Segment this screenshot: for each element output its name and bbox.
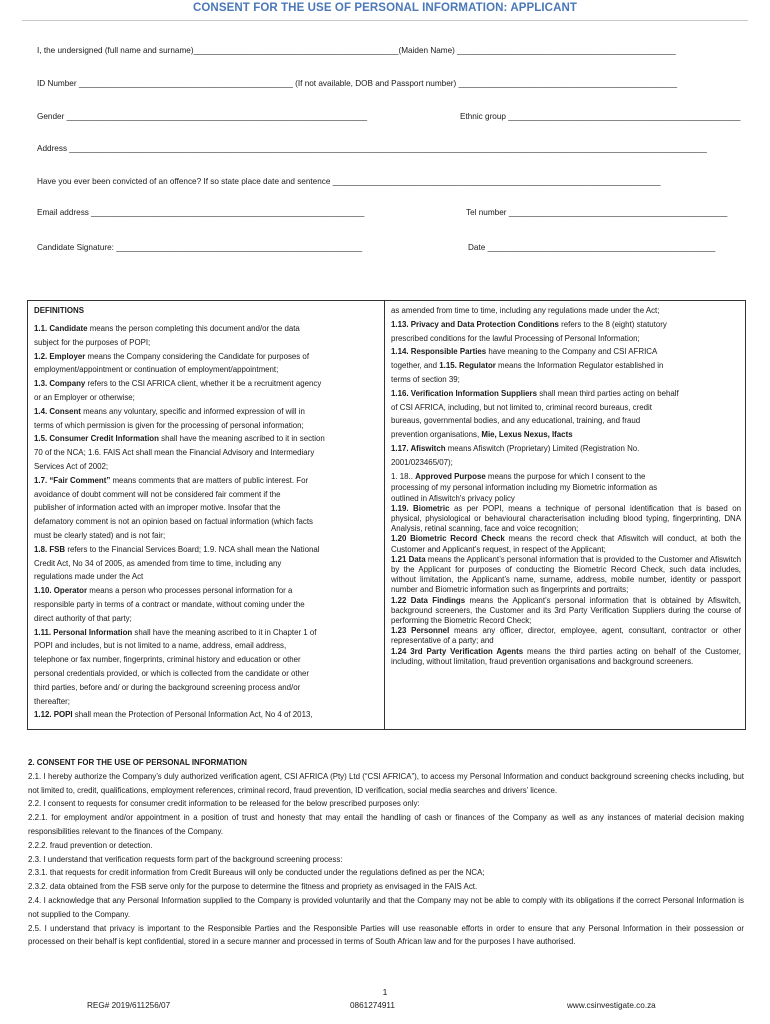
definition-line: prescribed conditions for the lawful Processing of Personal Information; [391, 333, 640, 343]
definition-line: 1.7. “Fair Comment” means comments that are matters of public interest. For [34, 475, 309, 485]
tel-number-field[interactable]: Tel number ________________________________________________ [466, 208, 728, 217]
email-field[interactable]: Email address ____________________________________________________________ [37, 208, 365, 217]
definition-line: 1.19. Biometric as per POPI, means a technique of personal identification that is based on physical, physiological or behavioural characterisation including blood typing, fingerprinting, DNA Analysis, retinal scanning, face and voice recognition; [391, 503, 741, 534]
definition-line: responsible party in terms of a contract or mandate, without coming under the [34, 599, 305, 609]
consent-clause: 2.1. I hereby authorize the Company’s duly authorized verification agent, CSI AFRICA (Pty) Ltd (“CSI AFRICA”), to access my Personal Information and conduct background screening checks including, but not limited to, credit, qualifications, employment references, criminal record, fraud prevention, ID verification, social media searches and drivers’ licence. [28, 771, 744, 795]
definition-line: 1.24 3rd Party Verification Agents means the third parties acting on behalf of the Customer, including, without limitation, fraud prevention organisations and background screeners. [391, 646, 741, 666]
definition-line: together, and 1.15. Regulator means the Information Regulator established in [391, 361, 664, 371]
definition-line: 1.23 Personnel means any officer, director, employee, agent, consultant, contractor or other representative of a party; and [391, 626, 741, 646]
consent-clause: 2.2. I consent to requests for consumer credit information to be released for the below prescribed purposes only: [28, 799, 420, 809]
definition-line: terms of which permission is given for the processing of personal information; [34, 420, 304, 430]
definition-line: 1.1. Candidate means the person completing this document and/or the data [34, 324, 300, 333]
definition-line: POPI and includes, but is not limited to a name, address, email address, [34, 641, 287, 651]
definition-line: 1.22 Data Findings means the Applicant’s personal information that is obtained by Afiswitch, background screeners, the Customer and its 3rd Party Verification Suppliers during the course of performing the Biometric Record Check; [391, 595, 741, 625]
consent-clause: 2.4. I acknowledge that any Personal Information supplied to the Company is provided voluntarily and that the Company may not be able to comply with its obligations if the correct Personal Information is not supplied to the Company. [28, 895, 744, 919]
definition-line: Credit Act, No 34 of 2005, as amended from time to time, including any [34, 558, 282, 568]
consent-clause: 2.2.2. fraud prevention or detection. [28, 840, 153, 850]
definition-line: avoidance of doubt comment will not be considered fair comment if the [34, 489, 281, 499]
page-title: CONSENT FOR THE USE OF PERSONAL INFORMATION: APPLICANT [192, 2, 578, 14]
definition-line: publisher of information acted with an improper motive. Insofar that the [34, 503, 281, 513]
definition-line: telephone or fax number, fingerprints, criminal history and education or other [34, 655, 301, 665]
definitions-right-column [391, 304, 741, 667]
definition-line: 2001/023465/07); [391, 457, 453, 467]
definition-line: 1.21 Data means the Applicant’s personal information that is provided to the Customer and Afiswitch by the Applicant for purposes of conducting the Biometric Record Check, such data includes, without limitation, the Applicant’s name, surname, address, mobile number, identity or passport number and Biometric information such as fingerprints and portraits; [391, 554, 741, 595]
gender-field[interactable]: Gender __________________________________________________________________ [37, 112, 368, 121]
title-divider [22, 20, 748, 21]
definition-line: subject for the purposes of POPI; [34, 337, 151, 347]
definition-line: personal credentials provided, or which is collected from the candidate or other [34, 668, 310, 678]
definitions-left-column [34, 304, 378, 722]
definition-line: thereafter; [34, 696, 70, 706]
definition-line: 1.8. FSB refers to the Financial Services Board; 1.9. NCA shall mean the National [34, 544, 320, 554]
consent-clause: 2.3.1. that requests for credit information from Credit Bureaus will only be conducted under the regulations defined as per the NCA; [28, 868, 485, 878]
definition-line: employment/appointment or continuation of employment/appointment; [34, 365, 279, 375]
definition-line: outlined in Afiswitch's privacy policy [391, 493, 515, 503]
definition-line: 1.14. Responsible Parties have meaning to the Company and CSI AFRICA [391, 347, 658, 357]
definition-line: defamatory comment is not an opinion based on factual information (which facts [34, 517, 313, 527]
consent-clause: 2. CONSENT FOR THE USE OF PERSONAL INFORMATION [28, 758, 247, 767]
definition-line: 1.17. Afiswitch means Afiswitch (Proprietary) Limited (Registration No. [391, 443, 640, 453]
consent-clause: 2.3. I understand that verification requests form part of the background screening process: [28, 854, 343, 864]
column-divider [384, 301, 385, 729]
definition-line: processing of my personal information including my Biometric information as [391, 483, 658, 493]
definition-line: must be clearly stated) and is not fair; [34, 530, 166, 540]
definition-line: regulations made under the Act [34, 572, 144, 582]
address-field[interactable]: Address ____________________________________________________________________________________________________________________________________________ [37, 144, 707, 153]
definitions-box [27, 300, 746, 730]
full-name-field[interactable]: I, the undersigned (full name and surname)_____________________________________________(Maiden Name) ________________________________________________ [37, 46, 676, 55]
definition-line: prevention organisations, Mie, Lexus Nexus, Ifacts [391, 430, 573, 440]
definition-line: terms of section 39; [391, 374, 460, 384]
definition-line: 1.5. Consumer Credit Information shall have the meaning ascribed to it in section [34, 434, 325, 444]
definition-line: 1.10. Operator means a person who processes personal information for a [34, 586, 293, 596]
definition-line: 1.20 Biometric Record Check means the record check that Afiswitch will conduct, at both the Customer and Applicant’s request, in respect of the Applicant; [391, 534, 742, 554]
page-number: 1 [382, 987, 388, 997]
consent-clause: 2.3.2. data obtained from the FSB serve only for the purpose to determine the fitness and propriety as envisaged in the FAIS Act. [28, 882, 478, 892]
candidate-signature-field[interactable]: Candidate Signature: ______________________________________________________ [37, 243, 363, 252]
definition-line: 1.3. Company refers to the CSI AFRICA client, whether it be a recruitment agency [34, 379, 322, 389]
definition-line: bureaus, governmental bodies, and any educational, training, and fraud [391, 416, 641, 426]
definition-line: 1.11. Personal Information shall have the meaning ascribed to it in Chapter 1 of [34, 627, 317, 637]
footer-registration: REG# 2019/611256/07 [87, 1001, 171, 1010]
ethnic-group-field[interactable]: Ethnic group ___________________________________________________ [460, 112, 741, 121]
offence-field[interactable]: Have you ever been convicted of an offence? If so state place date and sentence ________________________________________________________________________ [37, 177, 661, 186]
consent-clause: 2.5. I understand that privacy is important to the Responsible Parties and the Responsible Parties will use reasonable efforts in order to ensure that any Personal Information in their possession or processed on their behalf is kept confidential, stored in a secure manner and processed in terms of South African law and for the purposes I have authorised. [28, 923, 744, 947]
definition-line: 70 of the NCA; 1.6. FAIS Act shall mean the Financial Advisory and Intermediary [34, 448, 315, 458]
footer-website: www.csinvestigate.co.za [567, 1001, 656, 1010]
consent-section [28, 756, 744, 949]
definition-line: 1.13. Privacy and Data Protection Conditions refers to the 8 (eight) statutory [391, 319, 667, 329]
definition-line: 1. 18.. Approved Purpose means the purpose for which I consent to the [391, 471, 646, 481]
id-number-field[interactable]: ID Number _______________________________________________ (If not available, DOB and Passport number) ________________________________________________ [37, 79, 678, 88]
footer-phone: 0861274911 [350, 1001, 395, 1010]
definition-line: or an Employer or otherwise; [34, 392, 135, 402]
definition-line: of CSI AFRICA, including, but not limited to, criminal record bureaus, credit [391, 402, 652, 412]
definitions-heading: DEFINITIONS [34, 306, 84, 315]
date-field[interactable]: Date __________________________________________________ [468, 243, 716, 252]
definition-line: direct authority of that party; [34, 613, 132, 623]
definition-line: third parties, before and/ or during the background screening process and/or [34, 682, 301, 692]
definition-line: as amended from time to time, including any regulations made under the Act; [391, 306, 660, 315]
consent-clause: 2.2.1. for employment and/or appointment in a position of trust and honesty that may entail the handling of cash or finances of the Company as well as any instances of material decision making responsibilities relevant to the finances of the Company. [28, 813, 744, 836]
definition-line: 1.16. Verification Information Suppliers shall mean third parties acting on behalf [391, 388, 679, 398]
definition-line: Services Act of 2002; [34, 461, 109, 471]
definition-line: 1.12. POPI shall mean the Protection of Personal Information Act, No 4 of 2013, [34, 710, 313, 720]
definition-line: 1.2. Employer means the Company considering the Candidate for purposes of [34, 351, 310, 361]
definition-line: 1.4. Consent means any voluntary, specific and informed expression of will in [34, 406, 305, 416]
